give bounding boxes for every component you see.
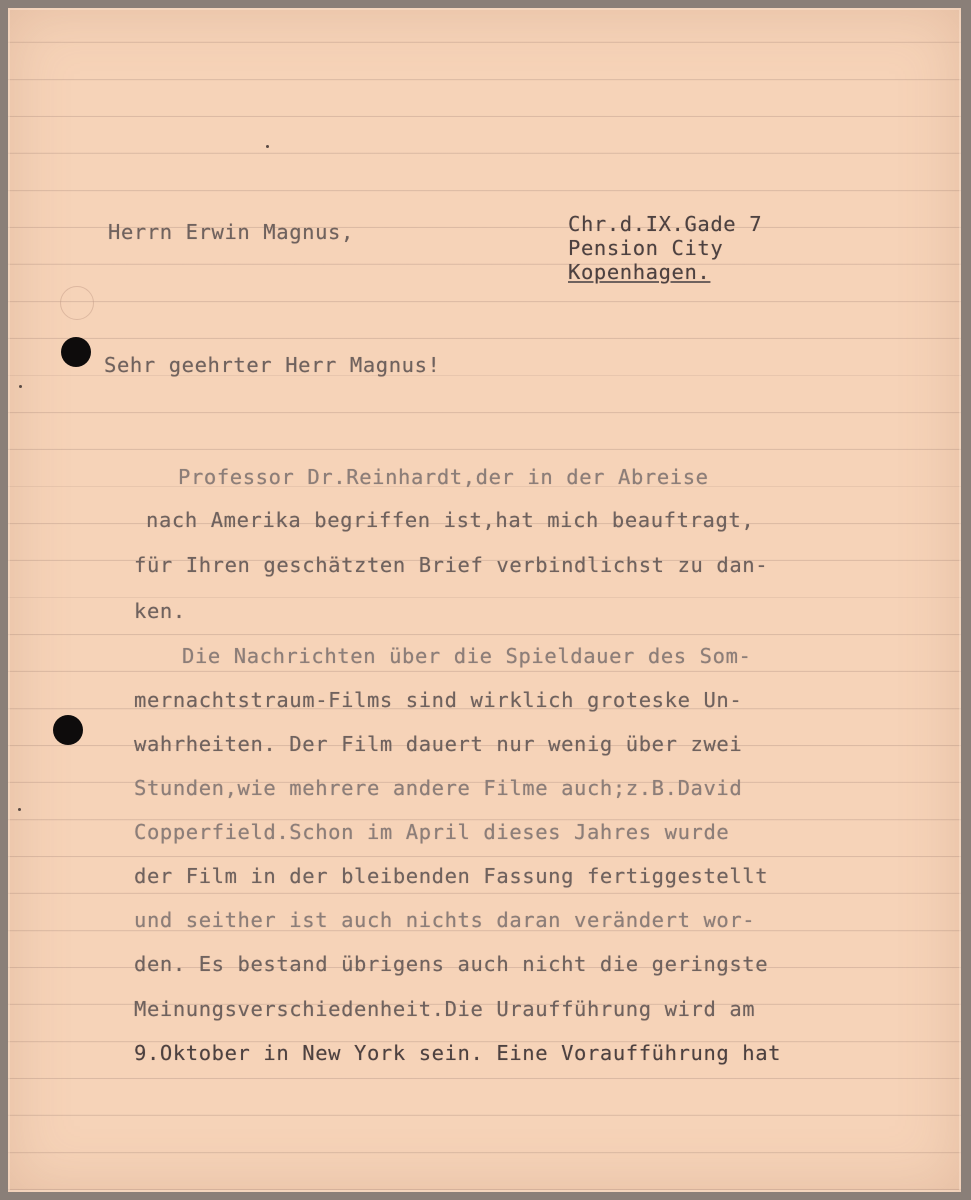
body-line: mernachtstraum-Films sind wirklich groteske Un- xyxy=(134,688,743,712)
body-line: ken. xyxy=(134,599,186,623)
ink-speck xyxy=(19,385,22,388)
salutation: Sehr geehrter Herr Magnus! xyxy=(104,353,441,377)
recipient-name: Herrn Erwin Magnus, xyxy=(108,220,354,244)
address-pension: Pension City xyxy=(568,236,724,260)
body-line: 9.Oktober in New York sein. Eine Voraufführung hat xyxy=(134,1041,782,1065)
body-line: für Ihren geschätzten Brief verbindlichst zu dan- xyxy=(134,553,769,577)
address-street: Chr.d.IX.Gade 7 xyxy=(568,212,763,236)
ink-speck xyxy=(266,145,269,148)
body-line: Die Nachrichten über die Spieldauer des Som- xyxy=(182,644,752,668)
faint-punch-mark xyxy=(60,286,94,320)
letter-page xyxy=(8,8,961,1192)
punch-hole-top xyxy=(61,337,91,367)
body-line: Professor Dr.Reinhardt,der in der Abreise xyxy=(178,465,709,489)
body-line: Copperfield.Schon im April dieses Jahres wurde xyxy=(134,820,730,844)
body-line: und seither ist auch nichts daran verändert wor- xyxy=(134,908,756,932)
body-line: nach Amerika begriffen ist,hat mich beauftragt, xyxy=(146,508,755,532)
body-line: der Film in der bleibenden Fassung fertiggestellt xyxy=(134,864,769,888)
body-line: Stunden,wie mehrere andere Filme auch;z.B.David xyxy=(134,776,743,800)
punch-hole-bottom xyxy=(53,715,83,745)
body-line: wahrheiten. Der Film dauert nur wenig über zwei xyxy=(134,732,743,756)
address-city: Kopenhagen. xyxy=(568,260,711,284)
body-line: den. Es bestand übrigens auch nicht die geringste xyxy=(134,952,769,976)
body-line: Meinungsverschiedenheit.Die Uraufführung wird am xyxy=(134,997,756,1021)
ink-speck xyxy=(18,808,21,811)
